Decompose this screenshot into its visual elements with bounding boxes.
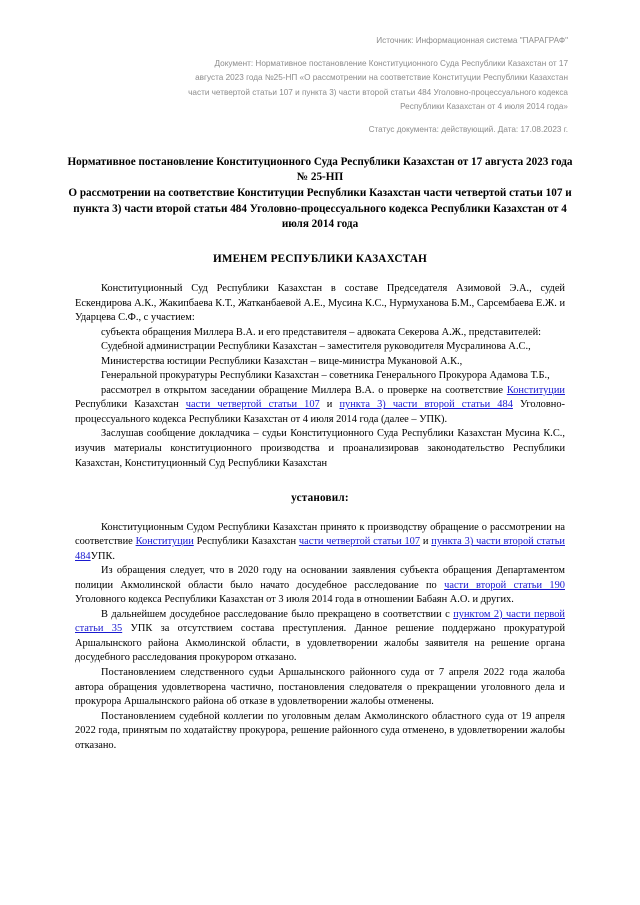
text-segment: рассмотрел в открытом заседании обращение Миллера В.А. о проверке на соответствие: [101, 384, 507, 396]
document-body-intro: [0, 282, 640, 471]
paragraph-composition: Конституционный Суд Республики Казахстан в составе Председателя Азимовой Э.А., судей Ескендирова А.К., Жакипбаева К.Т., Жатканбаевой А.Е., Мусина К.С., Нурмуханова Б.М., Сарсембаева Е.Ж. и Ударцева С.Ф., с участием:: [75, 283, 565, 324]
document-description-line-2: августа 2023 года №25-НП «О рассмотрении на соответствие Конституции Республики Казахстан: [195, 73, 568, 83]
text-segment: Из обращения следует, что в 2020 году на основании заявления субъекта обращения Департаментом полиции Акмолинской области было начато досудебное расследование по: [75, 565, 565, 591]
text-segment: и: [420, 536, 432, 548]
paragraph-general-prosecutor: Генеральной прокуратуры Республики Казахстан – советника Генерального Прокурора Адамова Т.Б.,: [101, 370, 550, 382]
paragraph-regional-court-ruling: Постановлением судебной коллегии по уголовным делам Акмолинского областного суда от 19 апреля 2022 года, принятым по ходатайству прокурора, решение районного суда отменено, в удовлетворении жалобы отказано.: [75, 710, 565, 751]
text-segment: Уголовного кодекса Республики Казахстан от 3 июля 2014 года в отношении Бабаян А.О. и других.: [75, 594, 514, 606]
document-status-line: Статус документа: действующий. Дата: 17.08.2023 г.: [368, 124, 568, 134]
text-segment: УПК.: [90, 550, 115, 562]
document-body-findings: [0, 521, 640, 754]
link-article-190-part-2[interactable]: части второй статьи 190: [444, 579, 565, 591]
text-segment: Республики Казахстан: [75, 399, 186, 411]
paragraph-judicial-administration: Судебной администрации Республики Казахстан – заместителя руководителя Мусралинова А.С.,: [101, 341, 531, 353]
heading-in-the-name-of-republic: ИМЕНЕМ РЕСПУБЛИКИ КАЗАХСТАН: [212, 252, 427, 265]
text-segment: Республики Казахстан: [193, 536, 299, 548]
paragraph-investigation-terminated: [75, 608, 565, 666]
text-segment: УПК за отсутствием состава преступления. Данное решение поддержано прокуратурой Аршалынского района Акмолинской области, в удовлетворении жалобы заявителя на решение органа досудебного расследования прокурором отказано.: [75, 623, 565, 664]
paragraph-applicant: субъекта обращения Миллера В.А. и его представителя – адвоката Секерова А.Ж., представителей:: [101, 326, 542, 338]
text-segment: и: [319, 399, 340, 411]
page-title: Нормативное постановление Конституционного Суда Республики Казахстан от 17 августа 2023 года № 25-НП: [67, 155, 573, 183]
link-article-107-part-4[interactable]: части четвертой статьи 107: [185, 399, 320, 411]
link-article-107-part-4[interactable]: части четвертой статьи 107: [298, 536, 421, 548]
document-description-line-1: Документ: Нормативное постановление Конституционного Суда Республики Казахстан от 17: [214, 58, 568, 68]
paragraph-pretrial-investigation: [75, 564, 565, 608]
page-subtitle: О рассмотрении на соответствие Конституции Республики Казахстан части четвертой статьи 107 и пункта 3) части второй статьи 484 Уголовно-процессуального кодекса Республики Казахстан от 4 июля 2014 года: [68, 187, 572, 231]
paragraph-accepted-for-proceedings: [75, 521, 565, 565]
document-meta-header: [0, 0, 640, 138]
spacer: [0, 267, 640, 282]
link-constitution[interactable]: Конституции: [506, 384, 565, 396]
spacer: [0, 507, 640, 521]
link-article-484-part-2-item-3[interactable]: пункта 3) части второй статьи 484: [339, 399, 513, 411]
document-description-line-4: Республики Казахстан от 4 июля 2014 года»: [400, 102, 568, 112]
link-constitution[interactable]: Конституции: [135, 536, 194, 548]
paragraph-ministry-of-justice: Министерства юстиции Республики Казахстан – вице-министра Мукановой А.К.,: [101, 355, 463, 367]
document-description-line-3: части четвертой статьи 107 и пункта 3) части второй статьи 484 Уголовно-процессуального кодекса: [188, 87, 568, 97]
heading-established: установил:: [291, 492, 349, 505]
source-line: Источник: Информационная система "ПАРАГРАФ": [376, 36, 568, 45]
link-article-35-part-1-item-2[interactable]: пунктом 2) части первой статьи 35: [75, 608, 565, 635]
paragraph-after-hearing: Заслушав сообщение докладчика – судьи Конституционного Суда Республики Казахстан Мусина К.С., изучив материалы конституционного производства и проанализировав законодательство Республики Казахстан, Конституционный Суд Республики Казахстан: [75, 428, 565, 469]
paragraph-reviewed-appeal: [75, 384, 565, 428]
text-segment: Уголовно-процессуального кодекса Республики Казахстан от 4 июля 2014 года (далее – УПК).: [75, 399, 565, 425]
paragraph-district-court-ruling: Постановлением следственного судьи Аршалынского районного суда от 7 апреля 2022 года жалоба автора обращения удовлетворена частично, постановления следователя о прекращении уголовного дела и прокурора Аршалынского района об отказе в удовлетворении жалобы отменены.: [75, 666, 565, 708]
text-segment: Конституционным Судом Республики Казахстан принято к производству обращение о рассмотрении на соответствие: [75, 521, 565, 548]
link-article-484-part-2-item-3[interactable]: пункта 3) части второй статьи 484: [75, 536, 565, 562]
text-segment: В дальнейшем досудебное расследование было прекращено в соответствии с: [101, 608, 454, 620]
